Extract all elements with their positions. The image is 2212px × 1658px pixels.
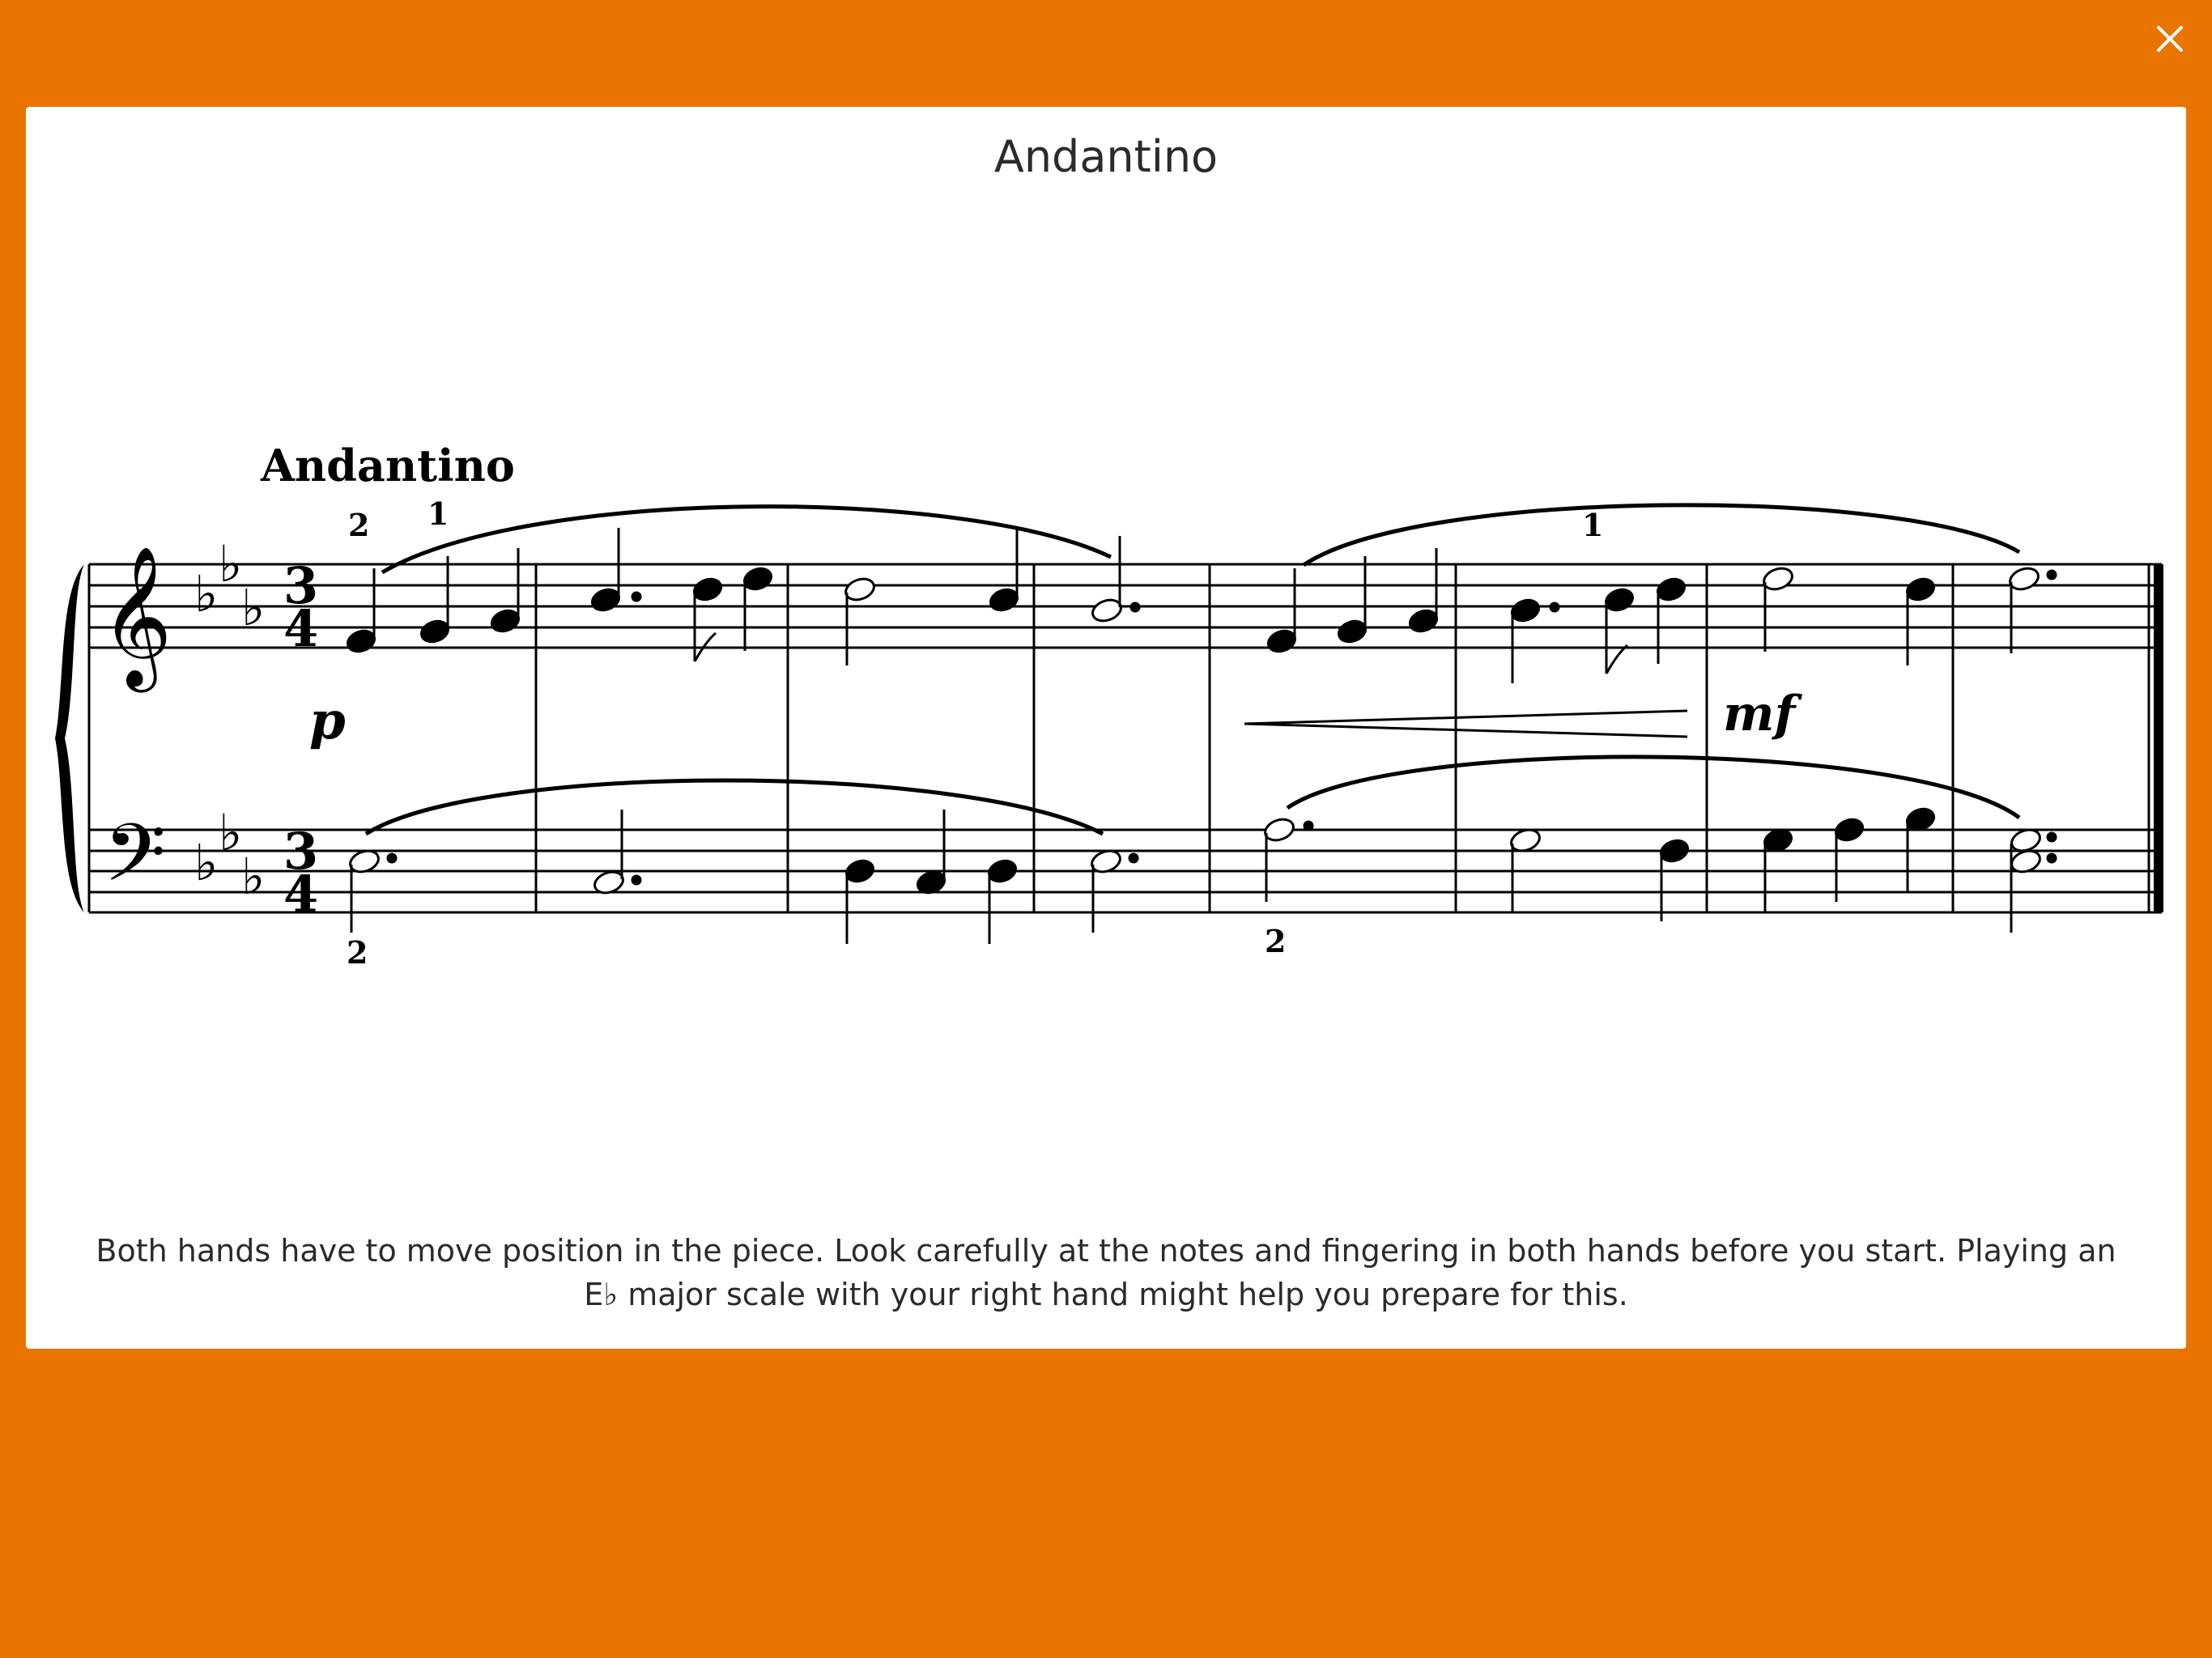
svg-text:♭: ♭ bbox=[194, 564, 219, 623]
page-title: Andantino bbox=[993, 131, 1219, 182]
time-signature-bass bbox=[283, 822, 318, 924]
dynamic-mezzo-forte: mf bbox=[1723, 686, 1796, 742]
crescendo-hairpin bbox=[1244, 711, 1687, 737]
svg-text:♭: ♭ bbox=[219, 534, 243, 593]
fingering-label: 2 bbox=[1265, 923, 1287, 959]
exercise-card bbox=[26, 107, 2186, 1349]
final-barline bbox=[2154, 564, 2163, 912]
treble-clef-icon: 𝄞 bbox=[100, 546, 172, 687]
close-icon[interactable] bbox=[2154, 23, 2186, 55]
bass-staff bbox=[89, 830, 2162, 912]
fingering-label: 1 bbox=[428, 495, 449, 532]
svg-text:4: 4 bbox=[283, 599, 319, 658]
dynamic-piano: p bbox=[309, 691, 346, 751]
fingering-label: 2 bbox=[347, 934, 368, 971]
treble-staff bbox=[89, 564, 2162, 648]
key-signature-flats bbox=[194, 534, 265, 906]
svg-text:3: 3 bbox=[283, 822, 319, 881]
time-signature-treble bbox=[283, 556, 318, 658]
svg-text:♭: ♭ bbox=[219, 803, 243, 862]
bass-notes bbox=[347, 806, 2056, 944]
instruction-text: Both hands have to move position in the piece. Look carefully at the notes and fingering in both hands before you start. Playing an E♭ major scale with your right hand might help you prepare for this. bbox=[96, 1233, 2116, 1312]
fingering-label: 1 bbox=[1582, 507, 1604, 543]
sheet-music bbox=[26, 107, 2186, 1349]
svg-text:♭: ♭ bbox=[241, 847, 266, 906]
bass-clef-icon: 𝄢 bbox=[104, 807, 167, 920]
svg-text:♭: ♭ bbox=[194, 833, 219, 892]
slurs bbox=[366, 505, 2019, 834]
close-button[interactable] bbox=[2138, 6, 2202, 71]
svg-text:3: 3 bbox=[283, 556, 319, 615]
grand-staff-brace bbox=[55, 564, 84, 912]
svg-text:♭: ♭ bbox=[241, 578, 266, 637]
fingering-label: 2 bbox=[348, 507, 370, 543]
svg-text:4: 4 bbox=[283, 865, 319, 924]
tempo-marking: Andantino bbox=[261, 440, 515, 491]
